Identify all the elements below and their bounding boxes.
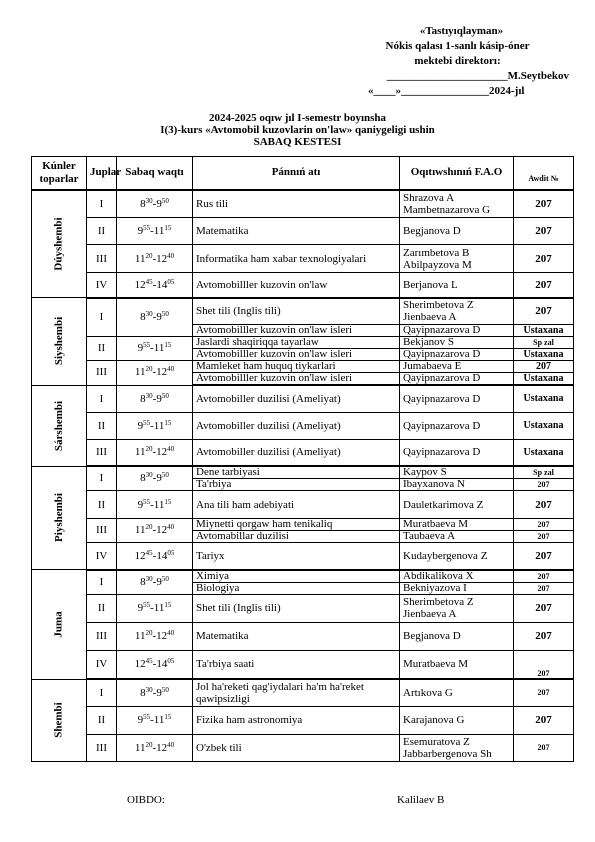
pair-cell: II bbox=[87, 337, 117, 361]
pair-cell: II bbox=[87, 218, 117, 245]
room-cell: Ustaxana bbox=[514, 412, 574, 439]
room-cell: Ustaxana bbox=[514, 325, 574, 337]
table-row bbox=[32, 594, 574, 622]
header-teacher: Oqıtıwshınıń F.A.O bbox=[400, 157, 514, 190]
footer-label: OIBDO: bbox=[127, 794, 165, 806]
pair-cell: I bbox=[87, 570, 117, 595]
teacher-cell: Sherimbetova Z Jienbaeva A bbox=[400, 298, 514, 325]
table-row bbox=[32, 466, 574, 479]
day-cell bbox=[32, 466, 87, 570]
time-cell: $9^{55}-11^{15}$ bbox=[117, 706, 193, 734]
pair-cell: II bbox=[87, 706, 117, 734]
room-cell: 207 bbox=[514, 582, 574, 594]
day-cell bbox=[32, 385, 87, 466]
header-time: Sabaq waqtı bbox=[117, 157, 193, 190]
teacher-cell: Esemuratova Z Jabbarbergenova Sh bbox=[400, 734, 514, 761]
title-name: SABAQ KESTESI bbox=[253, 136, 342, 148]
room-cell: Ustaxana bbox=[514, 373, 574, 386]
subject-cell: Shet tili (Inglis tili) bbox=[193, 594, 400, 622]
room-cell: 207 bbox=[514, 622, 574, 650]
teacher-cell: Kaypov S bbox=[400, 466, 514, 479]
room-cell: 207 bbox=[514, 734, 574, 761]
subject-cell: Matematika bbox=[193, 622, 400, 650]
subject-cell: Jol ha'reketi qag'iydalari ha'm ha'reket qawipsizligi bbox=[193, 679, 400, 706]
pair-cell: II bbox=[87, 491, 117, 519]
subject-cell: Avtomobilller kuzovin on'law isleri bbox=[193, 373, 400, 386]
pair-cell: I bbox=[87, 466, 117, 491]
room-cell: 207 bbox=[514, 519, 574, 531]
day-label: Piyshembi bbox=[52, 493, 65, 543]
approval-title: «Tastıyıqlayman» bbox=[419, 25, 504, 37]
table-row bbox=[32, 650, 574, 679]
teacher-cell: Qayipnazarova D bbox=[400, 412, 514, 439]
subject-cell: Rus tili bbox=[193, 190, 400, 218]
teacher-cell: Berjanova L bbox=[400, 273, 514, 298]
table-header-row bbox=[32, 157, 574, 190]
time-cell: $11^{20}-12^{40}$ bbox=[117, 622, 193, 650]
footer-name: Kalilaev B bbox=[397, 794, 445, 806]
teacher-cell: Taubaeva A bbox=[400, 531, 514, 543]
table-row bbox=[32, 385, 574, 412]
teacher-cell: Jumabaeva E bbox=[400, 361, 514, 373]
day-cell bbox=[32, 570, 87, 680]
room-cell: Ustaxana bbox=[514, 349, 574, 361]
table-row bbox=[32, 439, 574, 466]
teacher-cell: Qayipnazarova D bbox=[400, 385, 514, 412]
teacher-cell: Karajanova G bbox=[400, 706, 514, 734]
table-row bbox=[32, 273, 574, 298]
subject-cell: Tariyx bbox=[193, 543, 400, 570]
approval-position: mektebi direktorı: bbox=[414, 55, 501, 67]
day-cell bbox=[32, 298, 87, 386]
pair-cell: II bbox=[87, 412, 117, 439]
pair-cell: I bbox=[87, 190, 117, 218]
subject-cell: Ana tili ham adebiyati bbox=[193, 491, 400, 519]
time-cell: $9^{55}-11^{15}$ bbox=[117, 594, 193, 622]
teacher-cell: Qayipnazarova D bbox=[400, 325, 514, 337]
pair-cell: III bbox=[87, 519, 117, 543]
teacher-cell: Shrazova A Mambetnazarova G bbox=[400, 190, 514, 218]
pair-cell: IV bbox=[87, 273, 117, 298]
pair-cell: III bbox=[87, 439, 117, 466]
time-cell: $11^{20}-12^{40}$ bbox=[117, 361, 193, 386]
room-cell: 207 bbox=[514, 570, 574, 583]
time-cell: $8^{30}-9^{50}$ bbox=[117, 385, 193, 412]
table-row bbox=[32, 361, 574, 373]
teacher-cell: Artıkova G bbox=[400, 679, 514, 706]
table-row bbox=[32, 412, 574, 439]
time-cell: $8^{30}-9^{50}$ bbox=[117, 190, 193, 218]
teacher-cell: Begjanova D bbox=[400, 218, 514, 245]
subject-cell: Ta'rbiya bbox=[193, 479, 400, 491]
subject-cell: Avtomabillar duzilisi bbox=[193, 531, 400, 543]
table-row bbox=[32, 706, 574, 734]
pair-cell: III bbox=[87, 734, 117, 761]
table-row bbox=[32, 679, 574, 706]
header-room: Awdit № bbox=[514, 157, 574, 190]
table-row bbox=[32, 218, 574, 245]
subject-cell: Avtomobilller kuzovin on'law isleri bbox=[193, 349, 400, 361]
subject-cell: Ximiya bbox=[193, 570, 400, 583]
pair-cell: IV bbox=[87, 543, 117, 570]
approval-block bbox=[340, 24, 575, 99]
table-row bbox=[32, 190, 574, 218]
teacher-cell: Begjanova D bbox=[400, 622, 514, 650]
room-cell: 207 bbox=[514, 273, 574, 298]
table-row bbox=[32, 570, 574, 583]
day-label: Shembi bbox=[53, 702, 65, 738]
room-cell: 207 bbox=[514, 361, 574, 373]
subject-cell: Miynetti qorgaw ham tenikaliq bbox=[193, 519, 400, 531]
day-cell bbox=[32, 190, 87, 298]
room-cell: 207 bbox=[514, 679, 574, 706]
day-label: Juma bbox=[52, 611, 65, 638]
time-cell: $11^{20}-12^{40}$ bbox=[117, 734, 193, 761]
room-cell: 207 bbox=[514, 245, 574, 273]
teacher-cell: Qayipnazarova D bbox=[400, 439, 514, 466]
subject-cell: Matematika bbox=[193, 218, 400, 245]
room-cell: 207 bbox=[514, 190, 574, 218]
time-cell: $9^{55}-11^{15}$ bbox=[117, 218, 193, 245]
time-cell: $9^{55}-11^{15}$ bbox=[117, 491, 193, 519]
room-cell: 207 bbox=[514, 594, 574, 622]
subject-cell: Jaslardi shaqiriqqa tayarlaw bbox=[193, 337, 400, 349]
teacher-cell: Muratbaeva M bbox=[400, 650, 514, 679]
pair-cell: I bbox=[87, 298, 117, 337]
document-titles bbox=[0, 112, 595, 148]
table-row bbox=[32, 298, 574, 325]
pair-cell: I bbox=[87, 385, 117, 412]
teacher-cell: Bekniyazova I bbox=[400, 582, 514, 594]
teacher-cell: Zarımbetova B Abilpayzova M bbox=[400, 245, 514, 273]
time-cell: $12^{45}-14^{05}$ bbox=[117, 543, 193, 570]
teacher-cell: Dauletkarimova Z bbox=[400, 491, 514, 519]
teacher-cell: Qayipnazarova D bbox=[400, 349, 514, 361]
time-cell: $9^{55}-11^{15}$ bbox=[117, 337, 193, 361]
table-row bbox=[32, 519, 574, 531]
teacher-cell: Kudaybergenova Z bbox=[400, 543, 514, 570]
teacher-cell: Muratbaeva M bbox=[400, 519, 514, 531]
teacher-cell: Ibayxanova N bbox=[400, 479, 514, 491]
pair-cell: III bbox=[87, 622, 117, 650]
schedule-table bbox=[31, 156, 574, 762]
approval-signature: ______________________M.Seytbekov bbox=[386, 70, 569, 82]
time-cell: $9^{55}-11^{15}$ bbox=[117, 412, 193, 439]
subject-cell: Ta'rbiya saati bbox=[193, 650, 400, 679]
subject-cell: Avtomobiller duzilisi (Ameliyat) bbox=[193, 385, 400, 412]
room-cell: 207 bbox=[514, 543, 574, 570]
pair-cell: III bbox=[87, 361, 117, 386]
subject-cell: Avtomobilller kuzovin on'law bbox=[193, 273, 400, 298]
table-row bbox=[32, 337, 574, 349]
room-cell: Ustaxana bbox=[514, 439, 574, 466]
subject-cell: Biologiya bbox=[193, 582, 400, 594]
day-label: Sárshembi bbox=[53, 400, 65, 451]
subject-cell: Dene tarbiyasi bbox=[193, 466, 400, 479]
time-cell: $8^{30}-9^{50}$ bbox=[117, 298, 193, 337]
header-day: Kúnler toparlar bbox=[32, 157, 87, 190]
header-subject: Pánnıń atı bbox=[193, 157, 400, 190]
room-cell: 207 bbox=[514, 479, 574, 491]
teacher-cell: Bekjanov S bbox=[400, 337, 514, 349]
time-cell: $8^{30}-9^{50}$ bbox=[117, 466, 193, 491]
room-cell: 207 bbox=[514, 218, 574, 245]
subject-cell: O'zbek tili bbox=[193, 734, 400, 761]
subject-cell: Avtomobiller duzilisi (Ameliyat) bbox=[193, 439, 400, 466]
room-cell: Ustaxana bbox=[514, 385, 574, 412]
time-cell: $11^{20}-12^{40}$ bbox=[117, 245, 193, 273]
room-cell: 207 bbox=[514, 531, 574, 543]
table-row bbox=[32, 245, 574, 273]
time-cell: $12^{45}-14^{05}$ bbox=[117, 650, 193, 679]
teacher-cell: Sherimbetova Z Jienbaeva A bbox=[400, 594, 514, 622]
day-label: Siyshembi bbox=[52, 317, 65, 366]
time-cell: $8^{30}-9^{50}$ bbox=[117, 679, 193, 706]
teacher-cell: Qayipnazarova D bbox=[400, 373, 514, 386]
subject-cell: Fizika ham astronomiya bbox=[193, 706, 400, 734]
title-course: I(3)-kurs «Avtomobil kuzovlarin on'law» qaniygeligi ushin bbox=[160, 124, 435, 136]
table-row bbox=[32, 491, 574, 519]
time-cell: $11^{20}-12^{40}$ bbox=[117, 439, 193, 466]
subject-cell: Avtomobilller kuzovin on'law isleri bbox=[193, 325, 400, 337]
approval-school: Nókis qalası 1-sanlı kásip-óner bbox=[385, 40, 530, 52]
time-cell: $12^{45}-14^{05}$ bbox=[117, 273, 193, 298]
pair-cell: III bbox=[87, 245, 117, 273]
room-cell: 207 bbox=[514, 491, 574, 519]
table-row bbox=[32, 622, 574, 650]
teacher-cell: Abdikalikova X bbox=[400, 570, 514, 583]
subject-cell: Avtomobiller duzilisi (Ameliyat) bbox=[193, 412, 400, 439]
room-cell: 207 bbox=[514, 298, 574, 325]
room-cell: Sp zal bbox=[514, 337, 574, 349]
subject-cell: Informatika ham xabar texnologiyalari bbox=[193, 245, 400, 273]
approval-date: «____»________________2024-jıl bbox=[368, 85, 525, 97]
subject-cell: Mamleket ham huquq tiykarlari bbox=[193, 361, 400, 373]
pair-cell: II bbox=[87, 594, 117, 622]
day-cell bbox=[32, 679, 87, 761]
table-row bbox=[32, 543, 574, 570]
table-row bbox=[32, 734, 574, 761]
time-cell: $11^{20}-12^{40}$ bbox=[117, 519, 193, 543]
room-cell: 207 bbox=[514, 706, 574, 734]
subject-cell: Shet tili (Inglis tili) bbox=[193, 298, 400, 325]
pair-cell: IV bbox=[87, 650, 117, 679]
room-cell: Sp zal bbox=[514, 466, 574, 479]
day-label: Dúyshembi bbox=[53, 217, 65, 271]
title-year: 2024-2025 oqıw jıl I-semestr boyınsha bbox=[208, 112, 387, 124]
header-pair: Juplar bbox=[87, 157, 117, 190]
room-cell: 207 bbox=[514, 650, 574, 679]
pair-cell: I bbox=[87, 679, 117, 706]
time-cell: $8^{30}-9^{50}$ bbox=[117, 570, 193, 595]
